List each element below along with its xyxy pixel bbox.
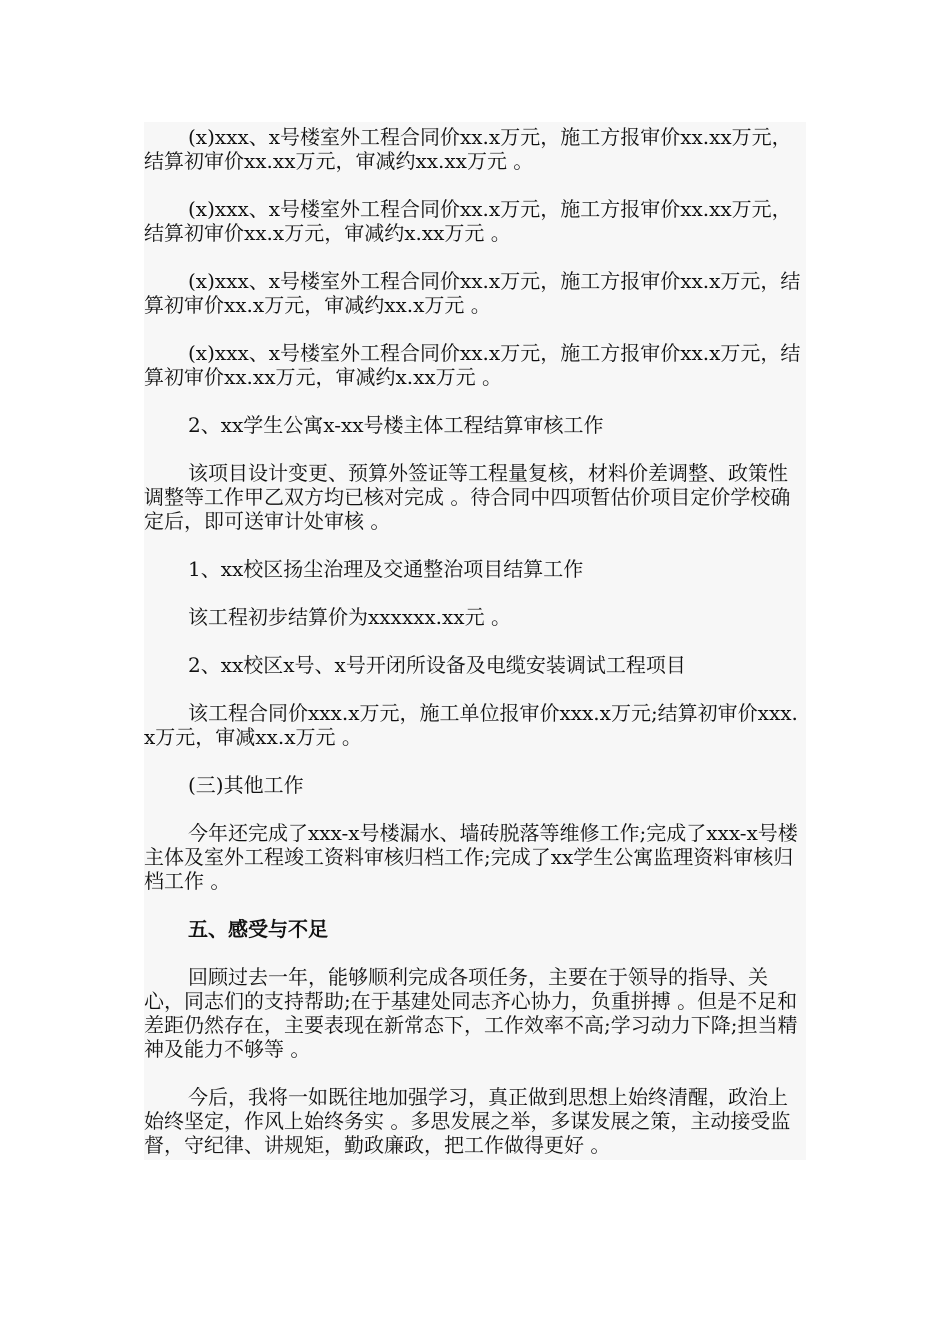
paragraph-other-work: 今年还完成了xxx-x号楼漏水、墙砖脱落等维修工作;完成了xxx-x号楼主体及室外工程竣工资料审核归档工作;完成了xx学生公寓监理资料审核归档工作 。 bbox=[144, 821, 798, 893]
paragraph-settlement-item-4: (x)xxx、x号楼室外工程合同价xx.x万元，施工方报审价xx.x万元，结算初审价xx.xx万元，审减约x.xx万元 。 bbox=[144, 341, 801, 389]
paragraph-switching-station: 该工程合同价xxx.x万元，施工单位报审价xxx.x万元;结算初审价xxx.x万元，审减xx.x万元 。 bbox=[144, 701, 798, 749]
section-title-other-work: (三)其他工作 bbox=[188, 773, 304, 797]
paragraph-settlement-item-3: (x)xxx、x号楼室外工程合同价xx.x万元，施工方报审价xx.x万元，结算初审价xx.x万元，审减约xx.x万元 。 bbox=[144, 269, 801, 317]
section-title-switching-station: 2、xx校区x号、x号开闭所设备及电缆安装调试工程项目 bbox=[188, 653, 686, 677]
document-body bbox=[144, 122, 806, 1160]
paragraph-review: 回顾过去一年，能够顺利完成各项任务，主要在于领导的指导、关心，同志们的支持帮助;在于基建处同志齐心协力，负重拼搏 。但是不足和差距仍然存在，主要表现在新常态下，工作效率不高;学习动力下降;担当精神及能力不够等 。 bbox=[144, 965, 798, 1061]
section-title-dormitory-settlement: 2、xx学生公寓x-xx号楼主体工程结算审核工作 bbox=[188, 413, 604, 437]
paragraph-dormitory-settlement: 该项目设计变更、预算外签证等工程量复核，材料价差调整、政策性调整等工作甲乙双方均已核对完成 。待合同中四项暂估价项目定价学校确定后，即可送审计处审核 。 bbox=[144, 461, 791, 533]
section-title-dust-control: 1、xx校区扬尘治理及交通整治项目结算工作 bbox=[188, 557, 584, 581]
paragraph-settlement-item-2: (x)xxx、x号楼室外工程合同价xx.x万元，施工方报审价xx.xx万元，结算初审价xx.x万元，审减约x.xx万元 。 bbox=[144, 197, 792, 245]
paragraph-dust-control: 该工程初步结算价为xxxxxx.xx元 。 bbox=[188, 605, 511, 629]
paragraph-outlook: 今后，我将一如既往地加强学习，真正做到思想上始终清醒，政治上始终坚定，作风上始终务实 。多思发展之举，多谋发展之策，主动接受监督，守纪律、讲规矩，勤政廉政，把工作做得更好 。 bbox=[144, 1085, 791, 1157]
paragraph-settlement-item-1: (x)xxx、x号楼室外工程合同价xx.x万元，施工方报审价xx.xx万元，结算初审价xx.xx万元，审减约xx.xx万元 。 bbox=[144, 125, 792, 173]
heading-feelings-shortcomings: 五、感受与不足 bbox=[188, 917, 328, 941]
